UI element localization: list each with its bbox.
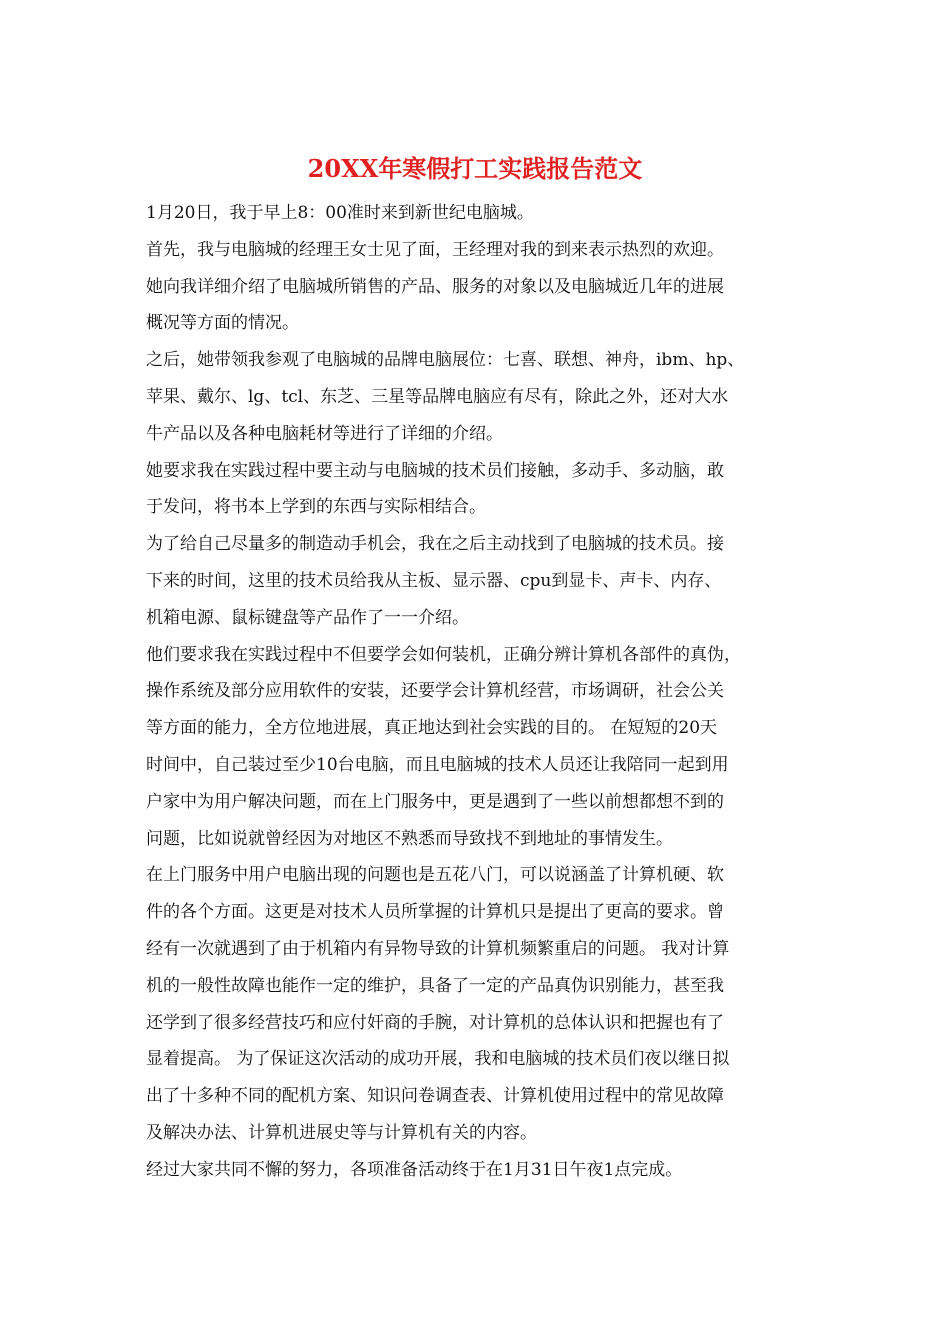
body-line: 1月20日，我于早上8：00准时来到新世纪电脑城。 (146, 203, 534, 223)
body-line: 之后，她带领我参观了电脑城的品牌电脑展位：七喜、联想、神舟，ibm、hp、 (146, 350, 745, 371)
body-line: 户家中为用户解决问题，而在上门服务中，更是遇到了一些以前想都想不到的 (146, 791, 724, 812)
document-body (146, 195, 836, 1189)
body-line: 于发问，将书本上学到的东西与实际相结合。 (146, 497, 486, 518)
body-line: 机的一般性故障也能作一定的维护，具备了一定的产品真伪识别能力，甚至我 (146, 975, 724, 996)
body-line: 下来的时间，这里的技术员给我从主板、显示器、cpu到显卡、声卡、内存、 (146, 570, 722, 591)
body-line: 时间中，自己装过至少10台电脑，而且电脑城的技术人员还让我陪同一起到用 (146, 754, 729, 775)
body-line: 在上门服务中用户电脑出现的问题也是五花八门，可以说涵盖了计算机硬、软 (146, 865, 724, 886)
body-line: 苹果、戴尔、lg、tcl、东芝、三星等品牌电脑应有尽有，除此之外，还对大水 (146, 386, 729, 407)
document-title: 20XX年寒假打工实践报告范文 (307, 154, 643, 183)
body-line: 显着提高。 为了保证这次活动的成功开展，我和电脑城的技术员们夜以继日拟 (146, 1049, 730, 1070)
body-line: 她要求我在实践过程中要主动与电脑城的技术员们接触，多动手、多动脑，敢 (146, 460, 724, 481)
body-line: 他们要求我在实践过程中不但要学会如何装机，正确分辨计算机各部件的真伪， (146, 644, 741, 665)
body-line: 还学到了很多经营技巧和应付奸商的手腕，对计算机的总体认识和把握也有了 (146, 1012, 724, 1033)
body-line: 及解决办法、计算机进展史等与计算机有关的内容。 (146, 1122, 537, 1143)
body-line: 问题，比如说就曾经因为对地区不熟悉而导致找不到地址的事情发生。 (146, 828, 673, 849)
body-line: 经有一次就遇到了由于机箱内有异物导致的计算机频繁重启的问题。 我对计算 (146, 938, 730, 959)
body-line: 件的各个方面。这更是对技术人员所掌握的计算机只是提出了更高的要求。曾 (146, 902, 724, 923)
body-line: 出了十多种不同的配机方案、知识问卷调查表、计算机使用过程中的常见故障 (146, 1086, 724, 1107)
body-line: 牛产品以及各种电脑耗材等进行了详细的介绍。 (146, 423, 503, 444)
body-line: 操作系统及部分应用软件的安装，还要学会计算机经营，市场调研，社会公关 (146, 681, 724, 702)
body-line: 机箱电源、鼠标键盘等产品作了一一介绍。 (146, 607, 469, 628)
body-line: 经过大家共同不懈的努力，各项准备活动终于在1月31日午夜1点完成。 (146, 1159, 683, 1180)
body-line: 概况等方面的情况。 (146, 313, 299, 334)
body-line: 首先，我与电脑城的经理王女士见了面，王经理对我的到来表示热烈的欢迎。 (146, 239, 724, 260)
body-line: 等方面的能力，全方位地进展，真正地达到社会实践的目的。 在短短的20天 (146, 718, 718, 739)
body-line: 她向我详细介绍了电脑城所销售的产品、服务的对象以及电脑城近几年的进展 (146, 276, 724, 297)
body-line: 为了给自己尽量多的制造动手机会，我在之后主动找到了电脑城的技术员。接 (146, 534, 724, 555)
